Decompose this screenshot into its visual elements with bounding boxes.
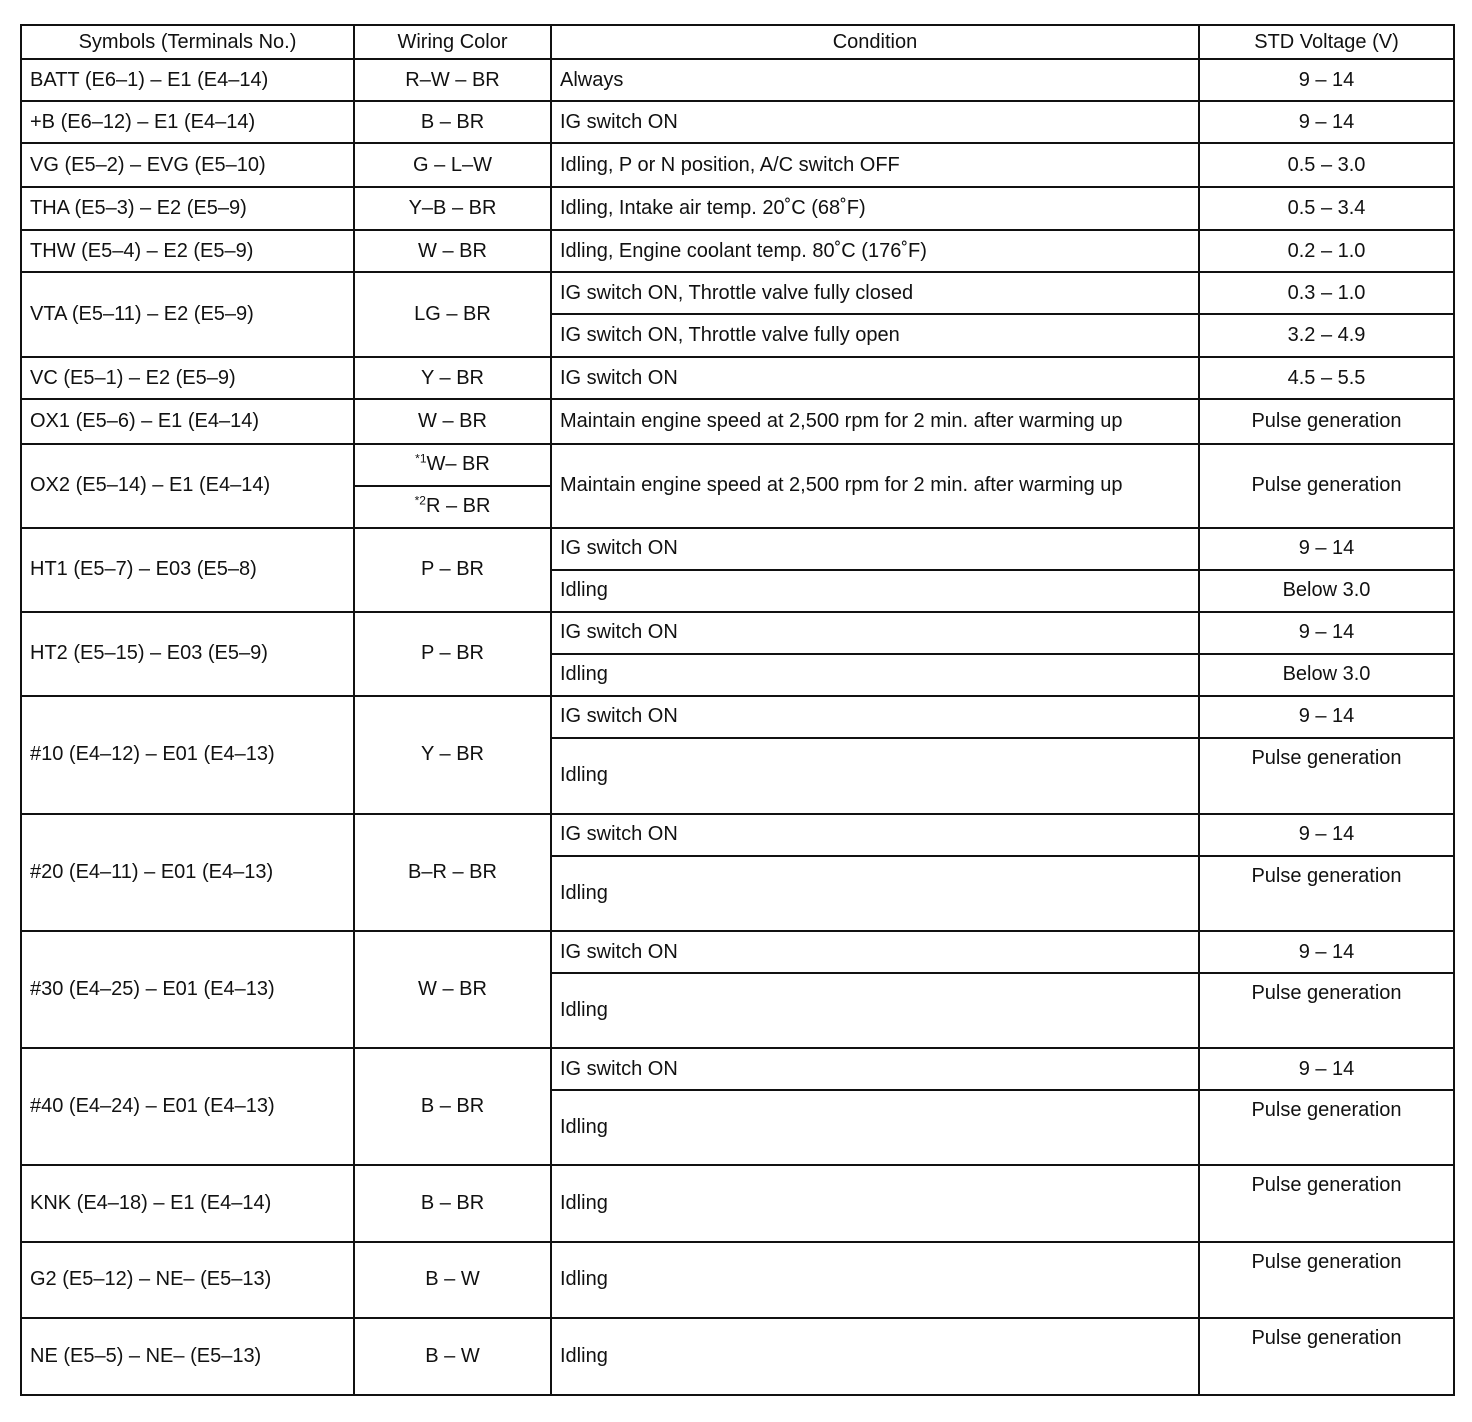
symbol-cell: THW (E5–4) – E2 (E5–9)	[21, 230, 354, 272]
condition-cell: IG switch ON	[551, 1048, 1199, 1090]
table-row	[21, 1242, 1454, 1318]
symbol-cell: HT2 (E5–15) – E03 (E5–9)	[21, 612, 354, 696]
voltage-cell: 9 – 14	[1199, 1048, 1454, 1090]
condition-cell: Maintain engine speed at 2,500 rpm for 2 min. after warming up	[551, 444, 1199, 528]
voltage-cell: Pulse generation	[1199, 444, 1454, 528]
wiring-cell: B – W	[354, 1242, 551, 1318]
header-std-voltage: STD Voltage (V)	[1199, 25, 1454, 59]
voltage-cell: 9 – 14	[1199, 814, 1454, 856]
condition-cell: Idling	[551, 1242, 1199, 1318]
symbol-cell: NE (E5–5) – NE– (E5–13)	[21, 1318, 354, 1395]
table-row	[21, 272, 1454, 314]
table-row	[21, 230, 1454, 272]
symbol-cell: #30 (E4–25) – E01 (E4–13)	[21, 931, 354, 1048]
condition-cell: Idling	[551, 1165, 1199, 1241]
voltage-cell: Pulse generation	[1199, 1242, 1454, 1318]
symbol-cell: KNK (E4–18) – E1 (E4–14)	[21, 1165, 354, 1241]
wiring-cell	[354, 444, 551, 486]
wiring-cell: R–W – BR	[354, 59, 551, 101]
symbol-cell: VTA (E5–11) – E2 (E5–9)	[21, 272, 354, 357]
table-row	[21, 814, 1454, 856]
voltage-cell: Pulse generation	[1199, 856, 1454, 931]
condition-cell: IG switch ON	[551, 101, 1199, 143]
voltage-cell: Pulse generation	[1199, 738, 1454, 814]
header-wiring-color: Wiring Color	[354, 25, 551, 59]
condition-cell: Maintain engine speed at 2,500 rpm for 2 min. after warming up	[551, 399, 1199, 443]
table-row	[21, 1165, 1454, 1241]
symbol-cell: +B (E6–12) – E1 (E4–14)	[21, 101, 354, 143]
voltage-cell: Pulse generation	[1199, 1090, 1454, 1165]
symbol-cell: VC (E5–1) – E2 (E5–9)	[21, 357, 354, 399]
footnote-marker: *1	[415, 451, 427, 466]
wiring-cell: W – BR	[354, 931, 551, 1048]
terminal-voltage-table-sheet	[20, 24, 1453, 1396]
wiring-cell: Y–B – BR	[354, 187, 551, 230]
symbol-cell: #40 (E4–24) – E01 (E4–13)	[21, 1048, 354, 1165]
symbol-cell: HT1 (E5–7) – E03 (E5–8)	[21, 528, 354, 612]
voltage-cell: 0.3 – 1.0	[1199, 272, 1454, 314]
condition-cell: Idling	[551, 738, 1199, 814]
voltage-cell: Below 3.0	[1199, 570, 1454, 612]
symbol-cell: OX2 (E5–14) – E1 (E4–14)	[21, 444, 354, 528]
voltage-cell: 9 – 14	[1199, 931, 1454, 973]
wiring-cell: B – BR	[354, 1165, 551, 1241]
condition-cell: Idling	[551, 1318, 1199, 1395]
voltage-cell: Below 3.0	[1199, 654, 1454, 696]
voltage-cell: Pulse generation	[1199, 1318, 1454, 1395]
wiring-cell: W – BR	[354, 399, 551, 443]
symbol-cell: OX1 (E5–6) – E1 (E4–14)	[21, 399, 354, 443]
condition-cell: Idling	[551, 654, 1199, 696]
wiring-cell	[354, 486, 551, 528]
wiring-cell: B – BR	[354, 101, 551, 143]
wiring-cell: Y – BR	[354, 357, 551, 399]
condition-cell: IG switch ON	[551, 696, 1199, 738]
voltage-cell: 9 – 14	[1199, 612, 1454, 654]
symbol-cell: THA (E5–3) – E2 (E5–9)	[21, 187, 354, 230]
table-row	[21, 696, 1454, 738]
wiring-cell: G – L–W	[354, 143, 551, 187]
table-row	[21, 1048, 1454, 1090]
table-row	[21, 357, 1454, 399]
symbol-cell: BATT (E6–1) – E1 (E4–14)	[21, 59, 354, 101]
condition-cell: Idling	[551, 856, 1199, 931]
header-row	[21, 25, 1454, 59]
symbol-cell: #10 (E4–12) – E01 (E4–13)	[21, 696, 354, 814]
wiring-cell: B–R – BR	[354, 814, 551, 931]
voltage-cell: 9 – 14	[1199, 59, 1454, 101]
table-row	[21, 187, 1454, 230]
wiring-text: R – BR	[425, 495, 491, 518]
condition-cell: Idling	[551, 973, 1199, 1048]
table-row	[21, 399, 1454, 443]
condition-cell: IG switch ON	[551, 931, 1199, 973]
condition-cell: Idling	[551, 570, 1199, 612]
voltage-cell: 0.5 – 3.4	[1199, 187, 1454, 230]
condition-cell: Idling	[551, 1090, 1199, 1165]
table-row	[21, 1318, 1454, 1395]
wiring-cell: B – W	[354, 1318, 551, 1395]
voltage-cell: 9 – 14	[1199, 101, 1454, 143]
header-condition: Condition	[551, 25, 1199, 59]
condition-cell: IG switch ON, Throttle valve fully closed	[551, 272, 1199, 314]
terminal-voltage-table	[20, 24, 1455, 1396]
voltage-cell: 3.2 – 4.9	[1199, 314, 1454, 357]
symbol-cell: VG (E5–2) – EVG (E5–10)	[21, 143, 354, 187]
voltage-cell: Pulse generation	[1199, 399, 1454, 443]
wiring-cell: W – BR	[354, 230, 551, 272]
condition-cell: IG switch ON	[551, 357, 1199, 399]
wiring-cell: P – BR	[354, 528, 551, 612]
wiring-cell: Y – BR	[354, 696, 551, 814]
footnote-marker: *2	[414, 493, 426, 508]
voltage-cell: 0.2 – 1.0	[1199, 230, 1454, 272]
table-row	[21, 143, 1454, 187]
voltage-cell: Pulse generation	[1199, 1165, 1454, 1241]
symbol-cell: G2 (E5–12) – NE– (E5–13)	[21, 1242, 354, 1318]
condition-cell: Idling, P or N position, A/C switch OFF	[551, 143, 1199, 187]
condition-cell: Idling, Intake air temp. 20˚C (68˚F)	[551, 187, 1199, 230]
header-symbols: Symbols (Terminals No.)	[21, 25, 354, 59]
table-row	[21, 528, 1454, 570]
table-row	[21, 931, 1454, 973]
wiring-cell: LG – BR	[354, 272, 551, 357]
table-row	[21, 59, 1454, 101]
voltage-cell: 9 – 14	[1199, 696, 1454, 738]
condition-cell: Idling, Engine coolant temp. 80˚C (176˚F)	[551, 230, 1199, 272]
table-row	[21, 612, 1454, 654]
table-row	[21, 444, 1454, 486]
table-row	[21, 101, 1454, 143]
condition-cell: IG switch ON, Throttle valve fully open	[551, 314, 1199, 357]
voltage-cell: 9 – 14	[1199, 528, 1454, 570]
wiring-cell: P – BR	[354, 612, 551, 696]
symbol-cell: #20 (E4–11) – E01 (E4–13)	[21, 814, 354, 931]
condition-cell: IG switch ON	[551, 612, 1199, 654]
condition-cell: Always	[551, 59, 1199, 101]
wiring-text: W– BR	[426, 453, 490, 476]
voltage-cell: 0.5 – 3.0	[1199, 143, 1454, 187]
condition-cell: IG switch ON	[551, 528, 1199, 570]
wiring-cell: B – BR	[354, 1048, 551, 1165]
condition-cell: IG switch ON	[551, 814, 1199, 856]
voltage-cell: 4.5 – 5.5	[1199, 357, 1454, 399]
voltage-cell: Pulse generation	[1199, 973, 1454, 1048]
